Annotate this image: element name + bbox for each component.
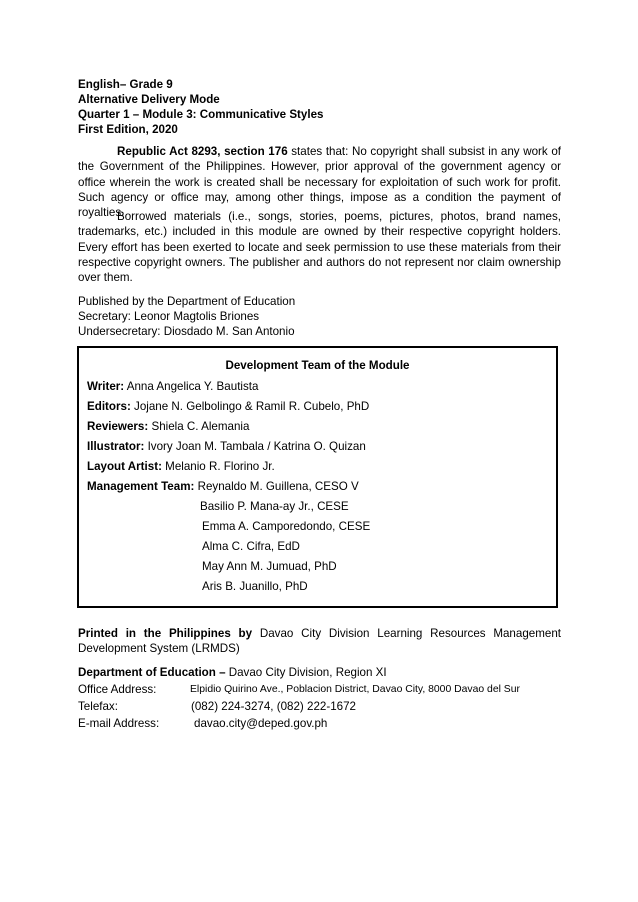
department-line <box>78 666 387 679</box>
subject-grade: English– Grade 9 <box>78 78 173 91</box>
printed-by-paragraph <box>78 626 561 657</box>
reviewers-label: Reviewers: <box>87 420 149 433</box>
publisher-info <box>78 294 295 339</box>
reviewers-row <box>87 420 249 433</box>
telefax-label: Telefax: <box>78 700 118 713</box>
illustrator-label: Illustrator: <box>87 440 145 453</box>
email-label: E-mail Address: <box>78 717 160 730</box>
layout-artist-label: Layout Artist: <box>87 460 162 473</box>
copyright-law-reference: Republic Act 8293, section 176 <box>117 145 288 158</box>
management-member: May Ann M. Jumuad, PhD <box>202 560 337 573</box>
management-label: Management Team: <box>87 480 195 493</box>
management-member: Aris B. Juanillo, PhD <box>202 580 308 593</box>
borrowed-text: Borrowed materials (i.e., songs, stories, poems, pictures, photos, brand names, trademarks, etc.) included in this module are owned by their respective copyright holders. Every effort has been exerted to locate and seek permission to use these materials from their respective copyright owners. The publisher and authors do not represent nor claim ownership over them. <box>78 210 561 285</box>
undersecretary-line: Undersecretary: Diosdado M. San Antonio <box>78 325 295 338</box>
office-address-label: Office Address: <box>78 683 157 696</box>
publisher-line: Published by the Department of Education <box>78 295 296 308</box>
edition: First Edition, 2020 <box>78 123 178 136</box>
editors-names: Jojane N. Gelbolingo & Ramil R. Cubelo, PhD <box>130 400 370 413</box>
management-member: Basilio P. Mana-ay Jr., CESE <box>200 500 349 513</box>
writer-row <box>87 380 258 393</box>
reviewers-names: Shiela C. Alemania <box>148 420 250 433</box>
editors-row <box>87 400 369 413</box>
telefax-value: (082) 224-3274, (082) 222-1672 <box>191 700 357 713</box>
management-member: Emma A. Camporedondo, CESE <box>202 520 371 533</box>
writer-name: Anna Angelica Y. Bautista <box>124 380 259 393</box>
management-row <box>87 480 359 493</box>
illustrator-names: Ivory Joan M. Tambala / Katrina O. Quizan <box>144 440 366 453</box>
management-member: Reynaldo M. Guillena, CESO V <box>194 480 359 493</box>
illustrator-row <box>87 440 366 453</box>
module-title: Quarter 1 – Module 3: Communicative Styles <box>78 108 324 121</box>
management-member: Alma C. Cifra, EdD <box>202 540 300 553</box>
email-value[interactable]: davao.city@deped.gov.ph <box>194 717 328 730</box>
layout-artist-row <box>87 460 275 473</box>
layout-artist-name: Melanio R. Florino Jr. <box>161 460 275 473</box>
office-address-value: Elpidio Quirino Ave., Poblacion District, Davao City, 8000 Davao del Sur <box>190 684 520 695</box>
printed-text: Davao City Division Learning Resources Management Development System (LRMDS) <box>78 627 562 656</box>
team-title: Development Team of the Module <box>225 359 410 372</box>
department-division: Davao City Division, Region XI <box>225 666 387 679</box>
module-header <box>78 77 323 137</box>
editors-label: Editors: <box>87 400 131 413</box>
delivery-mode: Alternative Delivery Mode <box>78 93 220 106</box>
development-team-box <box>77 346 558 608</box>
writer-label: Writer: <box>87 380 125 393</box>
printed-label: Printed in the Philippines by <box>78 627 253 640</box>
copyright-text: states that: No copyright shall subsist in any work of the Government of the Philippines. However, prior approval of the government agency or office wherein the work is created shall be necessary for exploitation of such work for profit. Such agency or office may, among other things, impose as a condition the payment of royalties. <box>78 145 561 220</box>
secretary-line: Secretary: Leonor Magtolis Briones <box>78 310 260 323</box>
department-label: Department of Education – <box>78 666 226 679</box>
borrowed-materials-paragraph <box>78 209 561 285</box>
